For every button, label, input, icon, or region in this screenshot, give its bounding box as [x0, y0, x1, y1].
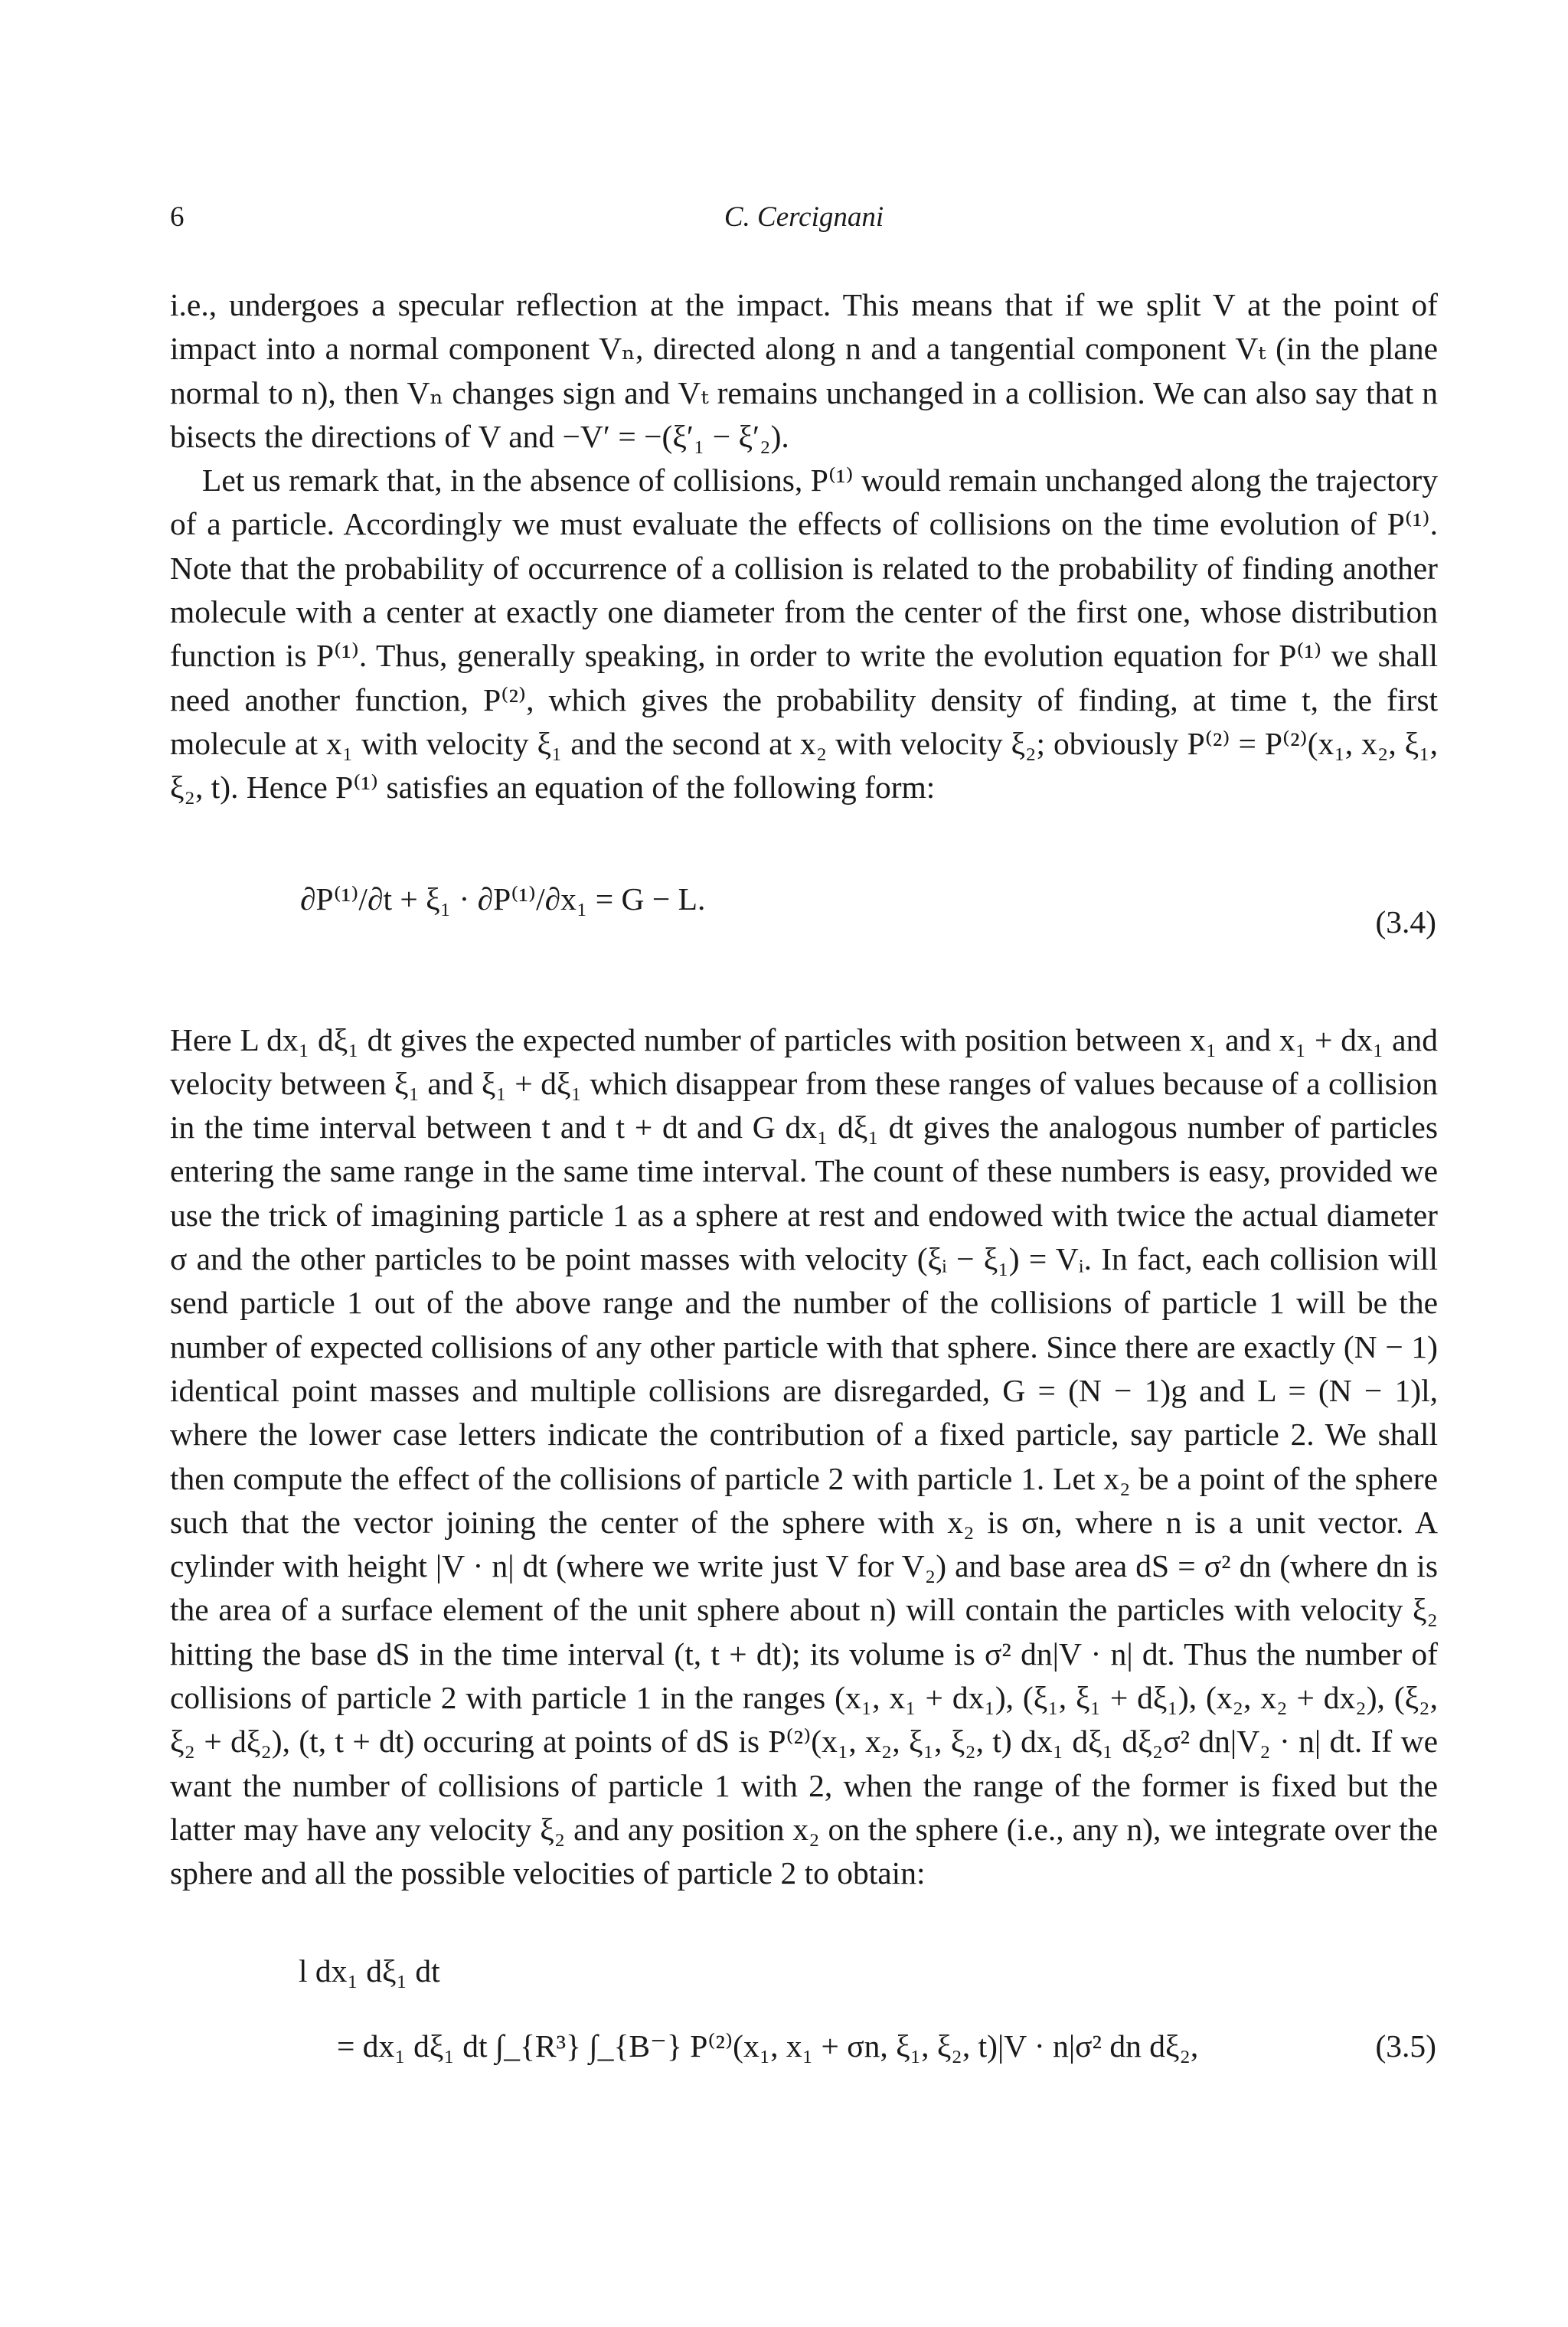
paragraph-1: i.e., undergoes a specular reflection at the impact. This means that if we split V at the point of impact into a normal component Vₙ, directed along n and a tangential component Vₜ (in the plane normal to n), then Vₙ changes sign and Vₜ remains unchanged in a collision. We can also say that n bisects the directions of V and −V′ = −(ξ′₁ − ξ′₂). [170, 287, 1438, 454]
equation-3-4-expression: ∂P⁽¹⁾/∂t + ξ₁ · ∂P⁽¹⁾/∂x₁ = G − L. [300, 881, 706, 917]
paragraph-2: Let us remark that, in the absence of collisions, P⁽¹⁾ would remain unchanged along the trajectory of a particle. Accordingly we must evaluate the effects of collisions on the time evolution of P⁽¹⁾. Note that the probability of occurrence of a collision is related to the probability of finding another molecule with a center at exactly one diameter from the center of the first one, whose distribution function is P⁽¹⁾. Thus, generally speaking, in order to write the evolution equation for P⁽¹⁾ we shall need another function, P⁽²⁾, which gives the probability density of finding, at time t, the first molecule at x₁ with velocity ξ₁ and the second at x₂ with velocity ξ₂; obviously P⁽²⁾ = P⁽²⁾(x₁, x₂, ξ₁, ξ₂, t). Hence P⁽¹⁾ satisfies an equation of the following form: [170, 462, 1438, 806]
page-header [170, 201, 1438, 247]
running-head: C. Cercignani [724, 201, 884, 233]
equation-3-5-number: (3.5) [1375, 2028, 1436, 2064]
page-number: 6 [170, 201, 185, 233]
page [170, 201, 1438, 2110]
equation-3-4 [170, 841, 1438, 1003]
equation-3-5 [170, 1950, 1438, 2110]
equation-3-5-rhs: = dx₁ dξ₁ dt ∫_{R³} ∫_{B⁻} P⁽²⁾(x₁, x₁ + σn, ξ₁, ξ₂, t)|V · n|σ² dn dξ₂, [337, 2028, 1199, 2064]
body-text [170, 283, 1438, 2110]
equation-3-4-number: (3.4) [1375, 904, 1436, 940]
equation-3-5-lhs: l dx₁ dξ₁ dt [299, 1953, 440, 1989]
paragraph-3: Here L dx₁ dξ₁ dt gives the expected number of particles with position between x₁ and x₁ + dx₁ and velocity between ξ₁ and ξ₁ + dξ₁ which disappear from these ranges of values because of a collision in the time interval between t and t + dt and G dx₁ dξ₁ dt gives the analogous number of particles entering the same range in the same time interval. The count of these numbers is easy, provided we use the trick of imagining particle 1 as a sphere at rest and endowed with twice the actual diameter σ and the other particles to be point masses with velocity (ξᵢ − ξ₁) = Vᵢ. In fact, each collision will send particle 1 out of the above range and the number of the collisions of particle 1 will be the number of expected collisions of any other particle with that sphere. Since there are exactly (N − 1) identical point masses and multiple collisions are disregarded, G = (N − 1)g and L = (N − 1)l, where the lower case letters indicate the contribution of a fixed particle, say particle 2. We shall then compute the effect of the collisions of particle 2 with particle 1. Let x₂ be a point of the sphere such that the vector joining the center of the sphere with x₂ is σn, where n is a unit vector. A cylinder with height |V · n| dt (where we write just V for V₂) and base area dS = σ² dn (where dn is the area of a surface element of the unit sphere about n) will contain the particles with velocity ξ₂ hitting the base dS in the time interval (t, t + dt); its volume is σ² dn|V · n| dt. Thus the number of collisions of particle 2 with particle 1 in the ranges (x₁, x₁ + dx₁), (ξ₁, ξ₁ + dξ₁), (x₂, x₂ + dx₂), (ξ₂, ξ₂ + dξ₂), (t, t + dt) occuring at points of dS is P⁽²⁾(x₁, x₂, ξ₁, ξ₂, t) dx₁ dξ₁ dξ₂σ² dn|V₂ · n| dt. If we want the number of collisions of particle 1 with 2, when the range of the former is fixed but the latter may have any velocity ξ₂ and any position x₂ on the sphere (i.e., any n), we integrate over the sphere and all the possible velocities of particle 2 to obtain: [170, 1021, 1438, 1891]
